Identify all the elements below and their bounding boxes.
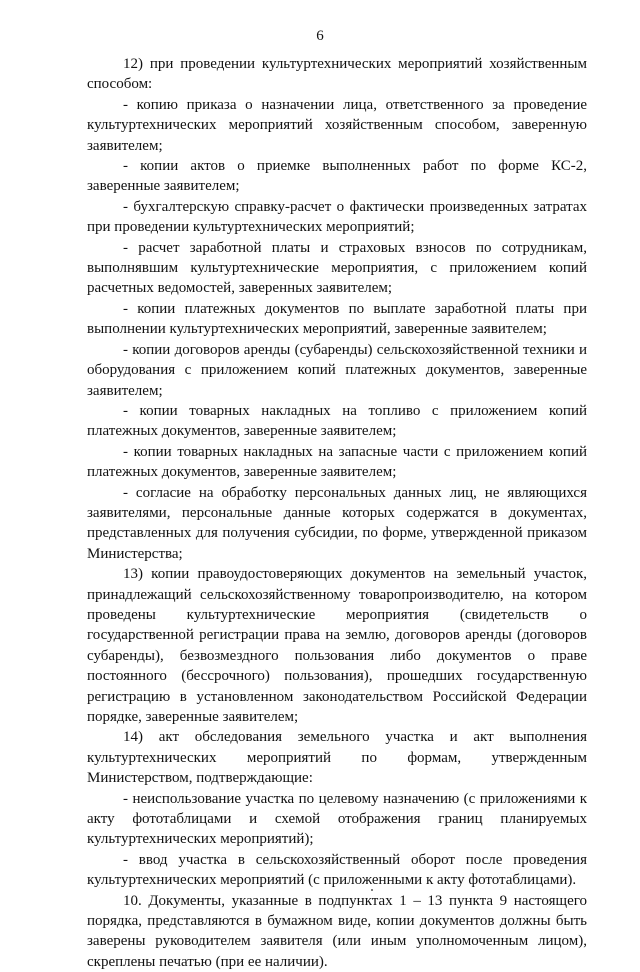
list-item: - бухгалтерскую справку-расчет о фактически произведенных затратах при проведении культуртехнических мероприятий; bbox=[87, 198, 587, 236]
list-item: - согласие на обработку персональных данных лиц, не являющихся заявителями, персональные данные которых содержатся в документах, представленных для получения субсидии, по форме, утвержденной приказом Министерства; bbox=[87, 484, 587, 562]
list-item: - копии договоров аренды (субаренды) сельскохозяйственной техники и оборудования с приложением копий платежных документов, заверенные заявителем; bbox=[87, 341, 587, 399]
paragraph-point-10: 10. Документы, указанные в подпунктах 1 – 13 пункта 9 настоящего порядка, представляются в бумажном виде, копии документов должны быть заверены руководителем заявителя (или иным уполномоченным лицом), скреплены печатью (при ее наличии). bbox=[87, 892, 587, 970]
list-item: - копию приказа о назначении лица, ответственного за проведение культуртехнических мероприятий хозяйственным способом, заверенную заявителем; bbox=[87, 96, 587, 154]
list-item: - ввод участка в сельскохозяйственный оборот после проведения культуртехнических мероприятий (с приложенными к акту фототаблицами). bbox=[87, 851, 587, 889]
list-item: - копии товарных накладных на топливо с приложением копий платежных документов, заверенные заявителем; bbox=[87, 402, 587, 440]
scan-speck bbox=[371, 889, 373, 891]
paragraph-item-14: 14) акт обследования земельного участка и акт выполнения культуртехнических мероприятий по формам, утвержденным Министерством, подтверждающие: bbox=[87, 729, 587, 787]
list-item: - копии платежных документов по выплате заработной платы при выполнении культуртехнических мероприятий, заверенные заявителем; bbox=[87, 300, 587, 338]
list-item: - копии актов о приемке выполненных работ по форме КС-2, заверенные заявителем; bbox=[87, 158, 587, 195]
paragraph-item-13: 13) копии правоудостоверяющих документов на земельный участок, принадлежащий сельскохозяйственному товаропроизводителю, на котором проведены культуртехнические мероприятия (свидетельств о государственной регистрации права на землю, договоров аренды (договоров субаренды), безвозмездного пользования либо документов о праве постоянного (бессрочного) пользования), прошедших государственную регистрацию в установленном законодательством Российской Федерации порядке, заверенные заявителем; bbox=[87, 566, 587, 725]
paragraph-item-12: 12) при проведении культуртехнических мероприятий хозяйственным способом: bbox=[87, 56, 587, 93]
list-item: - неиспользование участка по целевому назначению (с приложениями к акту фототаблицами и схемой отображения границ планируемых культуртехнических мероприятий); bbox=[87, 790, 587, 848]
list-item: - расчет заработной платы и страховых взносов по сотрудникам, выполнявшим культуртехнические мероприятия, с приложением копий расчетных ведомостей, заверенных заявителем; bbox=[87, 239, 587, 297]
page-number: 6 bbox=[316, 28, 324, 44]
list-item: - копии товарных накладных на запасные части с приложением копий платежных документов, заверенные заявителем; bbox=[87, 443, 587, 481]
document-body bbox=[87, 54, 587, 972]
